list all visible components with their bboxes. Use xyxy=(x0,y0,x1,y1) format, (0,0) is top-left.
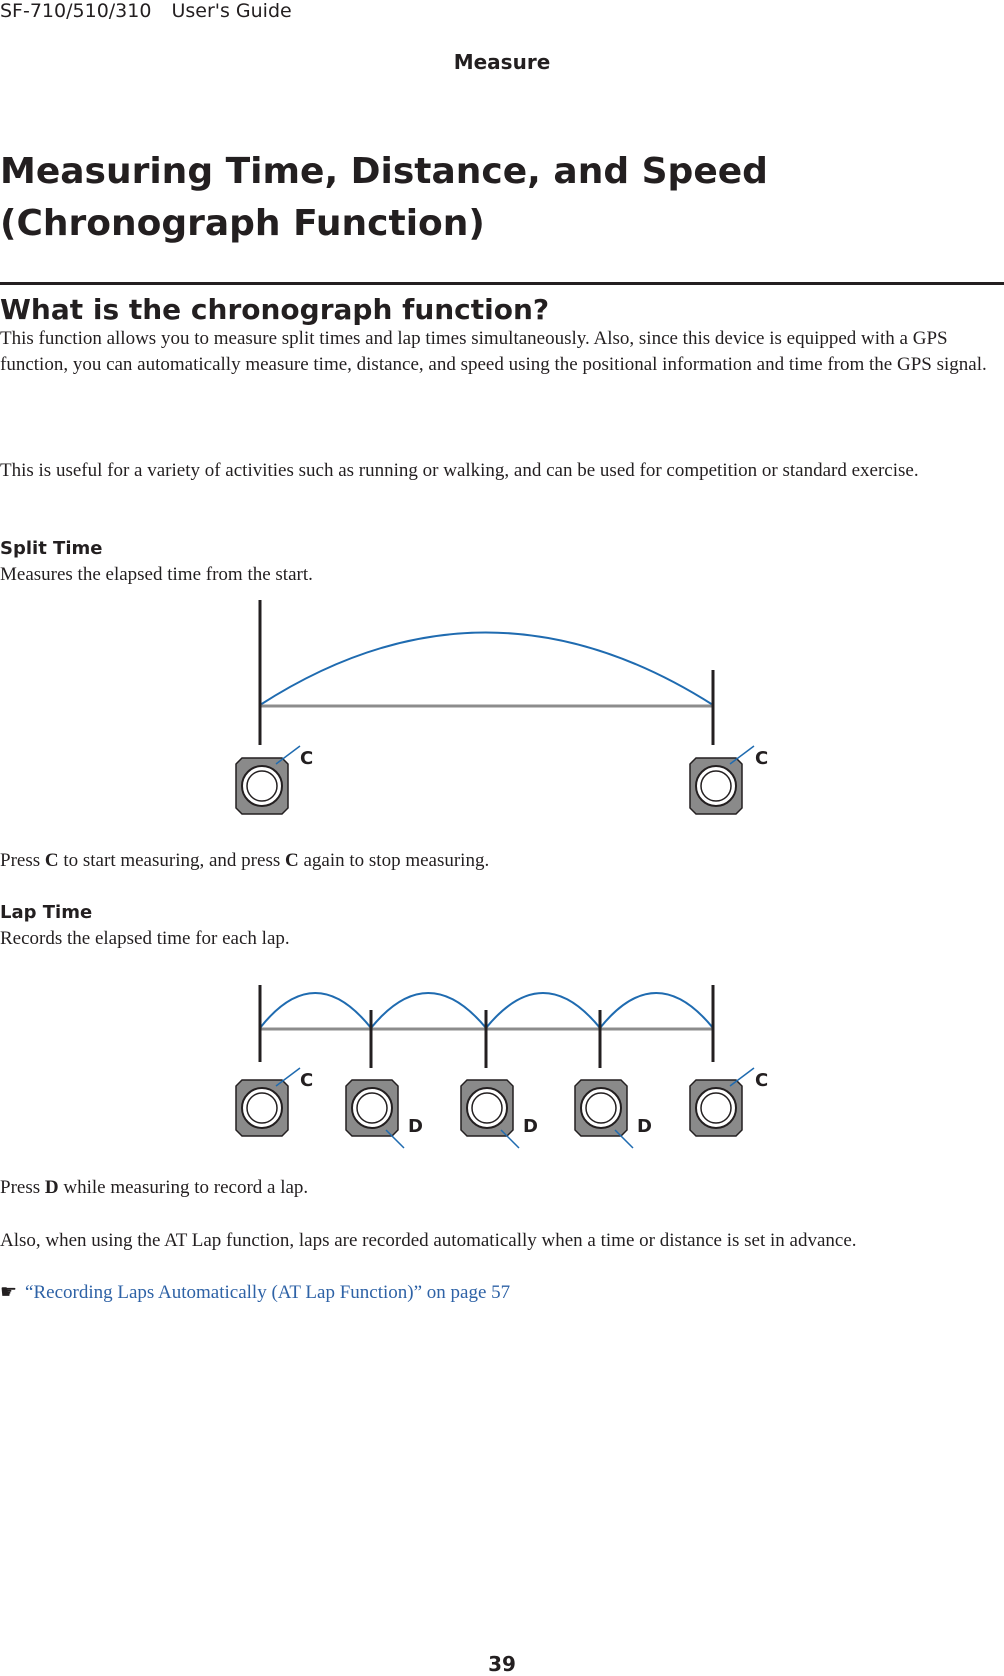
lap-button-label: C xyxy=(755,1070,769,1091)
subheading: What is the chronograph function? xyxy=(0,293,550,326)
reference-text[interactable]: “Recording Laps Automatically (AT Lap Function)” on page 57 xyxy=(25,1282,511,1303)
lap-time-instruction: Press D while measuring to record a lap. xyxy=(0,1177,309,1198)
running-header xyxy=(0,0,292,22)
watch-icon xyxy=(236,746,300,814)
key-c: C xyxy=(44,850,59,871)
lap-arc xyxy=(600,993,713,1028)
lap-time-heading: Lap Time xyxy=(0,902,93,923)
key-d: D xyxy=(44,1177,59,1198)
lap-arc xyxy=(486,993,600,1028)
watch-icon xyxy=(236,1068,300,1136)
lap-arc xyxy=(260,993,371,1028)
key-c: C xyxy=(284,850,299,871)
watch-icon xyxy=(690,1068,754,1136)
intro-paragraph-1: This function allows you to measure split times and lap times simultaneously. Also, since this device is equipped with a GPS function, you can automatically measure time, distance, and speed using the positional information and time from the GPS signal. xyxy=(0,328,987,375)
split-time-instruction: Press C to start measuring, and press C again to stop measuring. xyxy=(0,850,490,871)
lap-button-label: D xyxy=(637,1116,652,1137)
watch-icon xyxy=(690,746,754,814)
split-time-diagram xyxy=(0,600,1004,840)
at-lap-note: Also, when using the AT Lap function, laps are recorded automatically when a time or distance is set in advance. xyxy=(0,1230,857,1251)
pointing-hand-icon: ☛ xyxy=(0,1282,18,1303)
split-arc xyxy=(260,633,713,706)
lap-time-description: Records the elapsed time for each lap. xyxy=(0,928,290,949)
split-time-description: Measures the elapsed time from the start. xyxy=(0,564,313,585)
header-guide: User's Guide xyxy=(171,0,292,22)
lap-button-label: D xyxy=(523,1116,538,1137)
split-start-button-label: C xyxy=(300,748,314,769)
lap-time-diagram xyxy=(0,970,1004,1170)
watch-icon xyxy=(461,1080,519,1148)
lap-button-label: C xyxy=(300,1070,314,1091)
cross-reference-link[interactable] xyxy=(0,1280,510,1306)
header-product: SF-710/510/310 xyxy=(0,0,152,22)
watch-icon xyxy=(575,1080,633,1148)
split-stop-button-label: C xyxy=(755,748,769,769)
watch-icon xyxy=(346,1080,404,1148)
lap-arc xyxy=(371,993,486,1028)
page-number: 39 xyxy=(488,1652,516,1676)
lap-button-label: D xyxy=(408,1116,423,1137)
page-title: Measuring Time, Distance, and Speed (Chronograph Function) xyxy=(0,151,768,244)
section-title: Measure xyxy=(453,50,551,74)
heading-rule xyxy=(0,282,1004,285)
split-time-heading: Split Time xyxy=(0,538,103,559)
intro-paragraph-2: This is useful for a variety of activities such as running or walking, and can be used for competition or standard exercise. xyxy=(0,460,919,481)
